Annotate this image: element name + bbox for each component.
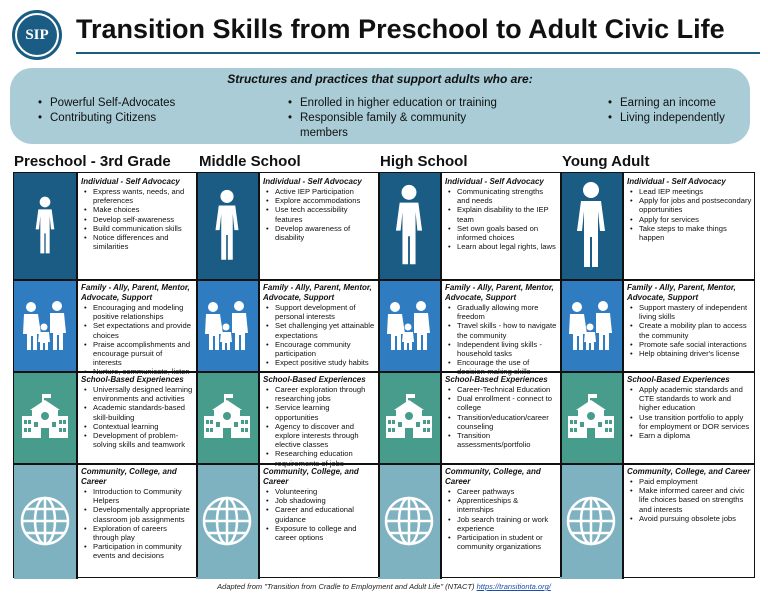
globe-icon (196, 463, 258, 579)
family-icon (560, 279, 622, 371)
cell-category: Family - Ally, Parent, Mentor, Advocate, Support (81, 283, 190, 302)
cell-item-list (445, 487, 557, 551)
list-item: • Apply for services (627, 215, 753, 224)
cell-item-list (81, 487, 193, 561)
list-item: • Notice differences and similarities (81, 233, 193, 251)
list-item: • Job shadowing (263, 496, 375, 505)
skill-cell (77, 463, 196, 579)
cell-category: Community, College, and Career (445, 467, 541, 486)
list-item: • Explain disability to the IEP team (445, 205, 557, 223)
cell-divider (76, 371, 78, 463)
globe-icon (560, 463, 622, 579)
footer-link[interactable]: https://transitionta.org/ (476, 582, 551, 591)
school-building-icon (196, 371, 258, 463)
column-divider (196, 173, 198, 577)
list-item: • Express wants, needs, and preferences (81, 187, 193, 205)
skill-cell (77, 371, 196, 463)
cell-divider (440, 279, 442, 371)
list-item: • Career exploration through researching jobs (263, 385, 375, 403)
list-item: • Career and educational guidance (263, 505, 375, 523)
list-item: • Earn a diploma (627, 431, 753, 440)
cell-divider (622, 173, 624, 279)
school-building-icon (14, 371, 76, 463)
banner-list-3 (606, 96, 746, 126)
row-divider (14, 371, 754, 373)
list-item: • Set own goals based on informed choices (445, 224, 557, 242)
list-item: • Help obtaining driver's license (627, 349, 753, 358)
cell-divider (440, 463, 442, 579)
list-item: • Participation in community events and decisions (81, 542, 193, 560)
list-item: • Support mastery of independent living skills (627, 303, 753, 321)
list-item: • Exploration of careers through play (81, 524, 193, 542)
list-item: • Encourage the use of (445, 358, 557, 376)
cell-divider (440, 371, 442, 463)
list-item: • Transition/education/career counseling (445, 413, 557, 431)
skill-cell (441, 173, 560, 279)
school-building-icon (560, 371, 622, 463)
list-item: • Set challenging yet attainable expectations (263, 321, 375, 339)
footer (0, 582, 768, 591)
banner-item: • Enrolled in higher education or training (286, 96, 516, 111)
skill-cell (77, 279, 196, 371)
list-item: • Researching education (263, 449, 375, 467)
list-item: • Service learning opportunities (263, 403, 375, 421)
list-item: • Avoid pursuing obsolete jobs (627, 514, 753, 523)
outcomes-banner (10, 68, 750, 144)
cell-item-list (627, 477, 753, 523)
list-item: • Contextual learning (81, 422, 193, 431)
list-item: • Build communication skills (81, 224, 193, 233)
list-item: • Volunteering (263, 487, 375, 496)
column-heading-preschool: Preschool - 3rd Grade (14, 153, 171, 170)
list-item: • Expect positive study habits (263, 358, 375, 367)
skill-cell (259, 173, 378, 279)
list-item: • Apprenticeships & internships (445, 496, 557, 514)
footer-text: Adapted from "Transition from Cradle to Employment and Adult Life" (NTACT) (217, 582, 475, 591)
cell-category: Community, College, and Career (627, 467, 751, 476)
banner-title: Structures and practices that support adults who are: (227, 72, 533, 86)
sip-logo (12, 10, 62, 60)
cell-divider (258, 279, 260, 371)
cell-category: Individual - Self Advocacy (81, 177, 180, 186)
cell-divider (258, 173, 260, 279)
column-divider (378, 173, 380, 577)
list-item: • Make choices (81, 205, 193, 214)
page-title: Transition Skills from Preschool to Adult Civic Life (76, 14, 725, 44)
cell-item-list (263, 187, 375, 242)
list-item: • Apply academic standards and CTE standards to work and higher education (627, 385, 753, 413)
list-item: • Development of problem-solving skills and teamwork (81, 431, 193, 449)
cell-divider (258, 371, 260, 463)
cell-divider (440, 173, 442, 279)
list-item: • Agency to discover and explore interests through elective classes (263, 422, 375, 450)
list-item: • Promote safe social interactions (627, 340, 753, 349)
banner-item: • Earning an income (606, 96, 746, 111)
cell-item-list (445, 187, 557, 251)
cell-item-list (263, 385, 375, 468)
child-figure-icon (196, 173, 258, 279)
child-figure-icon (560, 173, 622, 279)
column-heading-high-school: High School (380, 153, 468, 170)
cell-item-list (263, 487, 375, 542)
cell-item-list (81, 187, 193, 251)
skill-cell (623, 279, 756, 371)
cell-item-list (627, 303, 753, 358)
list-item: • Create a mobility plan to access the community (627, 321, 753, 339)
cell-item-list (263, 303, 375, 367)
family-icon (14, 279, 76, 371)
cell-divider (76, 173, 78, 279)
banner-item: • Powerful Self-Advocates (36, 96, 236, 111)
skill-cell (259, 463, 378, 579)
list-item: • Career pathways (445, 487, 557, 496)
cell-item-list (445, 385, 557, 449)
banner-item: • Living independently (606, 111, 746, 126)
sip-logo-text: SIP (17, 15, 57, 55)
list-item: • Use transition portfolio to apply for employment or DOR services (627, 413, 753, 431)
skill-cell (441, 463, 560, 579)
list-item: • Job search training or work experience (445, 515, 557, 533)
skill-cell (77, 173, 196, 279)
banner-list-2 (286, 96, 516, 141)
list-item: • Developmentally appropriate classroom job assignments (81, 505, 193, 523)
list-item: • Develop awareness of disability (263, 224, 375, 242)
list-item: • Lead IEP meetings (627, 187, 753, 196)
list-item: • Use tech accessibility features (263, 205, 375, 223)
skill-cell (259, 279, 378, 371)
skill-cell (441, 279, 560, 371)
cell-category: School-Based Experiences (263, 375, 366, 384)
title-underline (76, 52, 760, 54)
list-item: • Participation in student or community organizations (445, 533, 557, 551)
cell-category: Individual - Self Advocacy (263, 177, 362, 186)
column-heading-middle-school: Middle School (199, 153, 301, 170)
list-item: • Dual enrollment - connect to college (445, 394, 557, 412)
globe-icon (378, 463, 440, 579)
skill-cell (441, 371, 560, 463)
cell-divider (76, 279, 78, 371)
cell-divider (622, 279, 624, 371)
cell-divider (258, 463, 260, 579)
list-item: • Exposure to college and career options (263, 524, 375, 542)
list-item: • Encourage community participation (263, 340, 375, 358)
list-item: • Transition assessments/portfolio (445, 431, 557, 449)
cell-item-list (445, 303, 557, 377)
child-figure-icon (14, 173, 76, 279)
child-figure-icon (378, 173, 440, 279)
header (8, 6, 760, 64)
list-item: • Active IEP Participation (263, 187, 375, 196)
banner-item: • Responsible family & community members (286, 111, 516, 141)
banner-item: • Contributing Citizens (36, 111, 236, 126)
list-item: • Set expectations and provide choices (81, 321, 193, 339)
list-item: • Academic standards-based skill-building (81, 403, 193, 421)
family-icon (378, 279, 440, 371)
skill-cell (259, 371, 378, 463)
banner-list-1 (36, 96, 236, 126)
skill-cell (623, 371, 756, 463)
cell-category: Family - Ally, Parent, Mentor, Advocate, Support (627, 283, 736, 302)
list-item: • Support development of personal interests (263, 303, 375, 321)
skills-grid (13, 172, 755, 578)
column-heading-young-adult: Young Adult (562, 153, 650, 170)
school-building-icon (378, 371, 440, 463)
cell-category: Community, College, and Career (81, 467, 177, 486)
skill-cell (623, 173, 756, 279)
column-divider (560, 173, 562, 577)
row-divider (14, 463, 754, 465)
skill-cell (623, 463, 756, 579)
list-item: • Introduction to Community Helpers (81, 487, 193, 505)
list-item: • Gradually allowing more freedom (445, 303, 557, 321)
list-item: • Career-Technical Education (445, 385, 557, 394)
cell-item-list (627, 187, 753, 242)
list-item: • Develop self-awareness (81, 215, 193, 224)
cell-category: Family - Ally, Parent, Mentor, Advocate, Support (263, 283, 372, 302)
list-item: • Praise accomplishments and encourage pursuit of interests (81, 340, 193, 368)
cell-divider (76, 463, 78, 579)
cell-category: School-Based Experiences (627, 375, 730, 384)
cell-item-list (627, 385, 753, 440)
family-icon (196, 279, 258, 371)
cell-category: School-Based Experiences (445, 375, 548, 384)
cell-category: Individual - Self Advocacy (445, 177, 544, 186)
list-item: • Take steps to make things happen (627, 224, 753, 242)
list-item: • Learn about legal rights, laws (445, 242, 557, 251)
list-item: • Make informed career and civic life choices based on strengths and interests (627, 486, 753, 514)
cell-category: Individual - Self Advocacy (627, 177, 726, 186)
list-item: • Independent living skills - household tasks (445, 340, 557, 358)
list-item: • Explore accommodations (263, 196, 375, 205)
globe-icon (14, 463, 76, 579)
cell-item-list (81, 385, 193, 449)
list-item: • Apply for jobs and postsecondary opportunities (627, 196, 753, 214)
cell-category: School-Based Experiences (81, 375, 184, 384)
list-item: • Travel skills - how to navigate the community (445, 321, 557, 339)
list-item: • Universally designed learning environments and activities (81, 385, 193, 403)
cell-divider (622, 371, 624, 463)
list-item: • Paid employment (627, 477, 753, 486)
list-item: • Communicating strengths and needs (445, 187, 557, 205)
list-item: • Encouraging and modeling positive relationships (81, 303, 193, 321)
cell-category: Community, College, and Career (263, 467, 359, 486)
cell-category: Family - Ally, Parent, Mentor, Advocate, Support (445, 283, 554, 302)
row-divider (14, 279, 754, 281)
cell-item-list (81, 303, 193, 377)
cell-divider (622, 463, 624, 579)
